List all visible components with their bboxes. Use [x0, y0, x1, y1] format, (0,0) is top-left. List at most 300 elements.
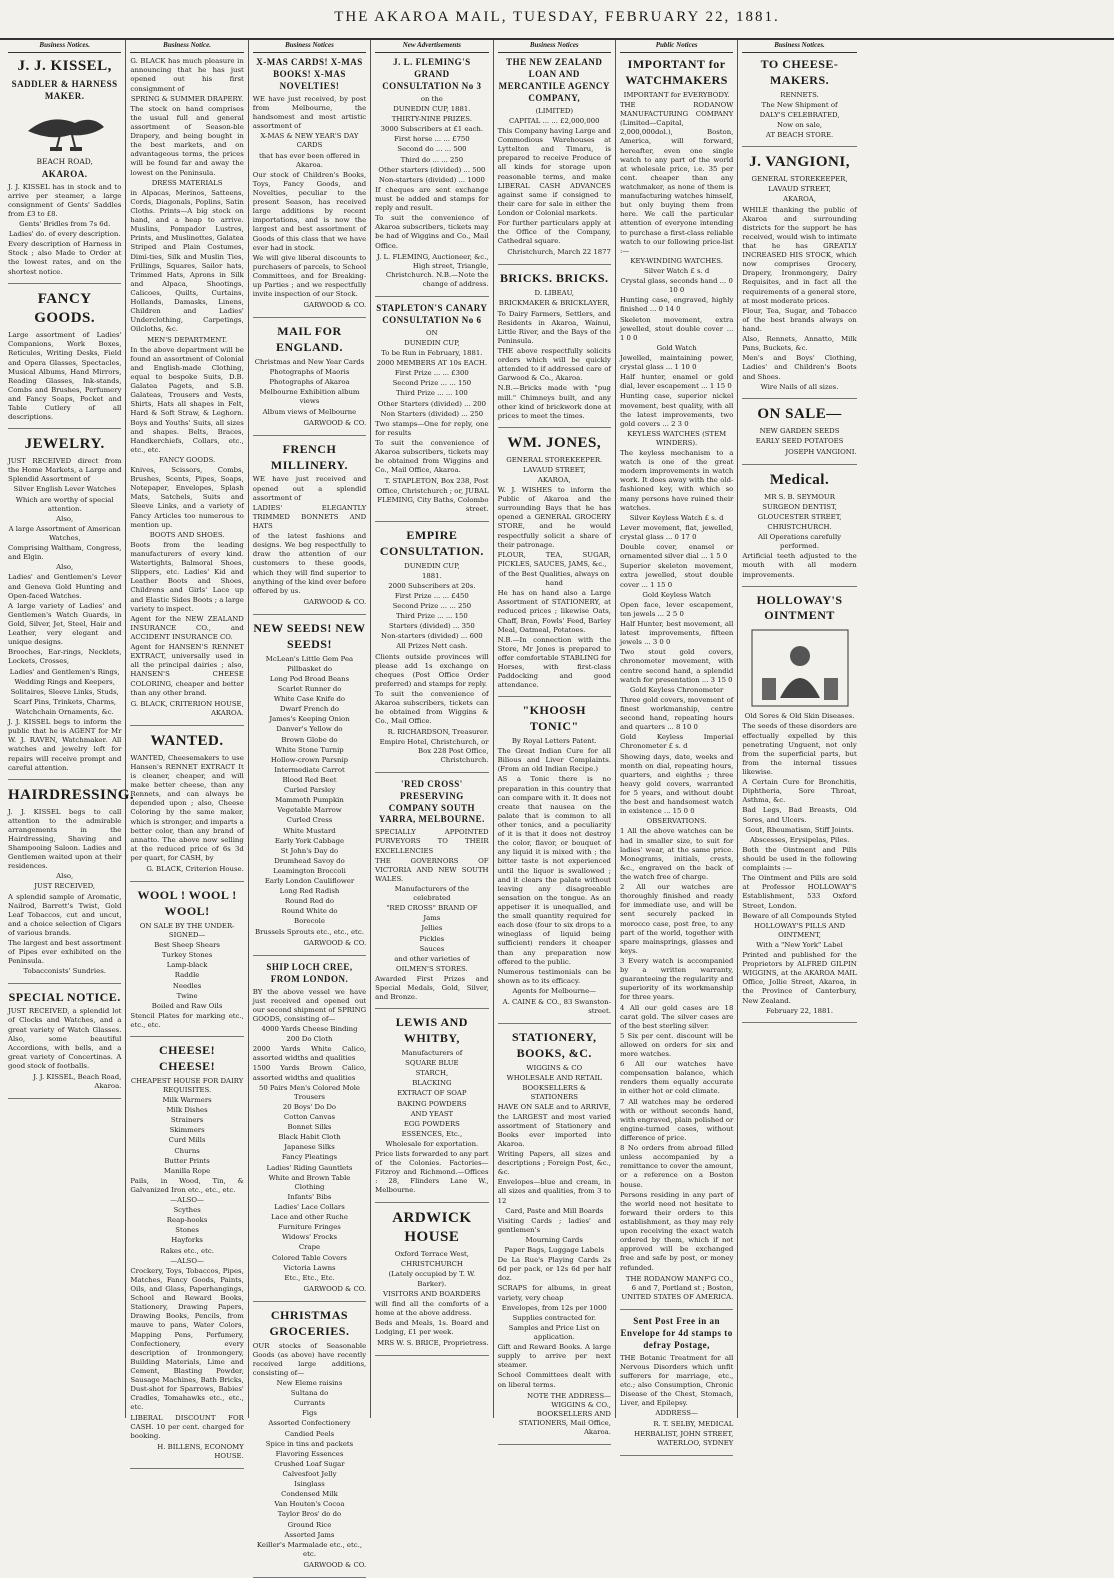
- ad-text: IMPORTANT for EVERYBODY.: [623, 90, 730, 99]
- ad-text: Starters (divided) ... 350: [388, 622, 475, 631]
- column-heading: Public Notices: [620, 40, 733, 53]
- ad-signature: A. CAINE & CO., 83 Swanston-street.: [502, 998, 611, 1016]
- ad-text: of the Best Qualities, always on hand: [499, 569, 610, 588]
- ad-text: 8 No orders from abroad filled unless accompanied by a remittance to cover the amount, or a reference on a Boston house.: [619, 1144, 734, 1189]
- advertisement: [375, 1015, 488, 1202]
- ad-text: 2 All our watches are thoroughly finished and ready for immediate use, and will be sent securely packed in morocco case, post free, to any part of the world, together with spare mainsprings, glasses and keys.: [619, 883, 734, 955]
- ad-text: Blood Red Beet: [282, 775, 337, 784]
- ad-text: All Prizes Nett cash.: [396, 642, 468, 651]
- ad-text: Boiled and Raw Oils: [151, 1001, 223, 1010]
- ad-text: SCRAPS for albums, in great variety, very cheap: [497, 1284, 611, 1302]
- ad-text: A large Assortment of American Watches,: [8, 524, 121, 542]
- ad-title: JEWELRY.: [24, 436, 105, 453]
- ad-text: Brown Globe do: [281, 735, 338, 744]
- ad-text: Gift and Reward Books. A large supply to arrive per next steamer.: [497, 1343, 611, 1370]
- ad-text: Now on sale,: [776, 121, 823, 130]
- ad-text: Both the Ointment and Pills should be used in the following complaints :—: [742, 845, 857, 873]
- saddle-illustration: [20, 107, 110, 153]
- advertisement: [253, 1308, 366, 1578]
- ad-text: Other starters (divided) ... 500: [378, 165, 486, 174]
- ad-text: To suit the convenience of Akaroa subscribers, tickets may be obtained from Wiggins and Co., Mail Office, Akaroa.: [375, 439, 489, 475]
- ad-text: White Stone Turnip: [275, 745, 344, 754]
- ad-text: Condensed Milk: [281, 1490, 338, 1499]
- advertisement: [375, 303, 488, 522]
- ad-text: 3 Every watch is accompanied by a written warranty, guaranteeing the regularity and superiority of its workmanship for three years.: [619, 956, 734, 1002]
- ad-text: Borecole: [294, 917, 325, 926]
- ad-text: AND YEAST: [410, 1109, 454, 1118]
- column-7: [738, 40, 860, 1418]
- ad-signature: GARWOOD & CO.: [303, 1561, 367, 1570]
- ad-text: THE above respectfully solicits orders which will be quickly attended to if addressed care of Garwood & Co., Akaroa.: [497, 346, 611, 383]
- ad-text: Also,: [56, 563, 74, 572]
- ad-text: 4000 Yards Cheese Binding: [261, 1025, 358, 1033]
- ad-text: Wholesale for exportation.: [385, 1139, 479, 1148]
- column-heading: Business Notices: [253, 40, 366, 53]
- ad-side-text: BEACH ROAD,: [36, 156, 93, 166]
- ad-text: Drumhead Savoy do: [274, 856, 345, 865]
- ad-text: Every description of Harness in Stock ; also Made to Order at the lowest rates, and on the shortest notice.: [8, 240, 122, 276]
- ad-text: JUST RECEIVED direct from the Home Markets, a Large and Splendid Assortment of: [8, 457, 122, 484]
- ad-text: Currants: [293, 1399, 326, 1408]
- ad-text: EXTRACT OF SOAP: [397, 1089, 467, 1098]
- ad-text: Candied Peels: [284, 1429, 335, 1438]
- ad-text: To be Run in February, 1881.: [381, 349, 483, 358]
- ad-text: Oxford Terrace West,: [394, 1250, 469, 1259]
- ad-text: "RED CROSS" BRAND OF: [386, 904, 478, 913]
- ad-text: School Committees dealt with on liberal terms.: [497, 1371, 611, 1389]
- ad-text: Beware of all Compounds Styled: [742, 911, 857, 920]
- ad-title: MAIL FOR ENGLAND.: [275, 324, 343, 355]
- ad-text: N.B.—Bricks made with "pug mill." Chimneys built, and any other kind of brickwork done at prices to meet the times.: [497, 384, 611, 420]
- ad-title: SHIP LOCH CREE, FROM LONDON.: [266, 961, 353, 984]
- ad-title: WOOL ! WOOL ! WOOL!: [137, 888, 237, 919]
- ad-text: The keyless mechanism to a watch is one of the great modern improvements in watch work. It does away with the old-fashioned key, with which so many persons have ruined their watches.: [619, 449, 734, 512]
- ad-text: Also, Rennets, Annatto, Milk Pans, Buckets, &c.: [742, 335, 857, 353]
- ad-text: Scarlet Runner do: [277, 684, 342, 693]
- ad-text: Ladies' Riding Gauntlets: [266, 1163, 353, 1172]
- ad-text: Pillbasket do: [286, 664, 333, 673]
- ad-text: The New Shipment of: [761, 101, 838, 109]
- ad-signature: NOTE THE ADDRESS— WIGGINS & CO., BOOKSELLERS AND STATIONERS, Mail Office, Akaroa.: [518, 1391, 611, 1437]
- ad-text: Japanese Silks: [284, 1143, 335, 1152]
- ad-text: LAVAUD STREET,: [522, 465, 586, 474]
- ad-signature: GARWOOD & CO.: [303, 597, 367, 606]
- ad-text: SQUARE BLUE: [405, 1059, 459, 1068]
- ad-text: Non-starters (divided) ... 600: [381, 632, 483, 641]
- ad-text: Superior skeleton movement, extra jewelled, stout double cover ... 1 15 0: [619, 562, 734, 589]
- ad-text: WHILE thanking the public of Akaroa and surrounding districts for the support he has received, would wish to intimate that he has GREATLY INCREASED HIS STOCK, which now comprises Grocery, Drapery, Ironmongery, Dairy Requisites, and in fact all the requirements of a general store, at most moderate prices.: [742, 205, 857, 305]
- ad-text: Isinglass: [294, 1480, 325, 1489]
- ad-text: Milk Dishes: [166, 1106, 208, 1115]
- ad-signature: JOSEPH VANGIONI.: [785, 447, 857, 456]
- ad-text: will find all the comforts of a home at the above address.: [375, 1299, 489, 1317]
- ad-text: Gold Keyless Chronometer: [629, 685, 724, 694]
- ad-place: AKAROA.: [41, 168, 88, 179]
- ad-text: BAKING POWDERS: [397, 1099, 467, 1108]
- ad-text: AT BEACH STORE.: [765, 131, 834, 140]
- ad-text: WE have just received and opened out a splendid assortment of: [252, 475, 367, 502]
- ad-text: Danver's Yellow do: [276, 725, 343, 734]
- ad-text: James's Keeping Onion: [269, 715, 350, 724]
- ad-text: Half Hunter, best movement, all latest improvements, fifteen jewels ... 3 0 0: [619, 620, 734, 647]
- ad-text: Colored Table Covers: [271, 1253, 347, 1262]
- ad-text: Hunting case, superior nickel movement, best quality, with all the latest improvements, two gold covers ... 2 3 0: [619, 392, 734, 428]
- ad-text: MEN'S DEPARTMENT.: [147, 335, 228, 344]
- ad-text: A large variety of Ladies' and Gentlemen's Watch Guards, in Gold, Silver, Jet, Steel, Hair and Leather, very elegant and unique designs.: [8, 601, 122, 647]
- ad-text: FANCY GOODS.: [158, 455, 216, 464]
- ad-text: With a "New York" Label: [756, 940, 843, 949]
- ad-title: IMPORTANT for WATCHMAKERS: [625, 57, 728, 88]
- ad-text: G. BLACK has much pleasure in announcing that he has just opened out his first consignment of: [130, 57, 244, 93]
- ad-text: Gents' Bridles from 7s 6d.: [19, 219, 111, 228]
- ad-text: In the above department will be found an assortment of Colonial and English-made Clothing, equal to bespoke Suits, D.B. Galatea Pagets, and S.B. Galateas, Trousers and Vests, Shirts, Hats all shapes in Felt, Hard & Soft Straw, & Leghorn. Boys and Youths' Suits, all sizes and shapes. Belts, Braces, Handkerchiefs, Collars, etc., etc., etc.: [130, 345, 244, 454]
- ad-title: FANCY GOODS.: [34, 290, 96, 327]
- ad-text: St John's Day do: [280, 846, 339, 855]
- ad-text: Churns: [174, 1146, 200, 1155]
- ad-text: GENERAL STOREKEEPER,: [751, 175, 848, 184]
- ad-text: Supplies contracted for.: [512, 1313, 597, 1322]
- ad-text: 200 Do Cloth: [286, 1035, 333, 1044]
- column-3: [249, 40, 371, 1570]
- ad-text: Agent for the NEW ZEALAND INSURANCE CO., and ACCIDENT INSURANCE CO.: [130, 614, 244, 642]
- ad-text: Awarded First Prizes and Special Medals, Gold, Silver, and Bronze.: [375, 974, 489, 1002]
- ad-text: BOOTS AND SHOES.: [149, 530, 225, 539]
- ad-text: Other Starters (divided) ... 200: [377, 399, 486, 408]
- ad-text: (LIMITED): [535, 106, 574, 115]
- ad-signature: J. L. FLEMING, Auctioneer, &c., High street, Triangle, Christchurch. N.B.—Note the change of address.: [376, 252, 489, 288]
- ad-text: Hayforks: [171, 1236, 203, 1245]
- ad-text: Photographs of Akaroa: [269, 378, 350, 387]
- advertisement: [742, 153, 856, 398]
- ad-text: Brooches, Ear-rings, Necklets, Lockets, Crosses,: [8, 648, 122, 666]
- advertisement: [130, 1043, 243, 1469]
- ad-text: Butter Prints: [164, 1156, 210, 1165]
- ad-text: Scarf Pins, Trinkets, Charms,: [13, 697, 117, 706]
- ad-title: TO CHEESE-MAKERS.: [760, 57, 839, 88]
- advertisement: [253, 442, 366, 615]
- ad-text: Pickles: [419, 934, 445, 943]
- ad-text: Gold Keyless Imperial Chronometer £ s. d: [619, 733, 734, 751]
- ad-text: AKAROA,: [537, 475, 571, 484]
- ad-text: Cotton Canvas: [283, 1112, 336, 1121]
- ad-text: Beds and Meals, 1s. Board and Lodging, £1 per week.: [375, 1318, 489, 1337]
- ad-text: 1881.: [422, 571, 442, 580]
- ad-text: Second Prize ... ... 250: [392, 601, 472, 610]
- ad-text: Turkey Stones: [161, 951, 213, 960]
- ad-text: Watchchain Ornaments, &c.: [15, 707, 114, 716]
- ad-text: Spice in tins and packets: [265, 1439, 354, 1448]
- ad-text: 2000 Yards White Calico, assorted widths and qualities: [252, 1045, 367, 1063]
- advertisement: [8, 57, 121, 283]
- ad-text: —ALSO—: [170, 1196, 204, 1205]
- ad-title: 'RED CROSS' PRESERVING COMPANY SOUTH YARRA, MELBOURNE.: [378, 778, 485, 825]
- ad-text: Envelopes—blue and cream, in all sizes and qualities, from 3 to 12: [497, 1178, 611, 1205]
- ad-text: First Prize ... ... £300: [394, 369, 469, 378]
- ad-text: Samples and Price List on application.: [508, 1323, 600, 1342]
- column-2: [126, 40, 248, 1460]
- ad-text: Silver Keyless Watch £ s. d: [629, 513, 724, 522]
- ad-text: Numerous testimonials can be shown as to its efficacy.: [497, 967, 611, 985]
- ad-text: Crape: [298, 1243, 321, 1252]
- ad-text: 2000 Subscribers at 20s.: [388, 581, 476, 590]
- ad-text: THE Botanic Treatment for all Nervous Disorders which unfit sufferers for marriage, etc., etc.; also Consumption, Chronic Disease of the Chest, Stomach, Liver, and Epilepsy.: [619, 1353, 734, 1408]
- ad-title: BRICKS. BRICKS.: [499, 271, 609, 286]
- ad-text: SPRING & SUMMER DRAPERY.: [130, 94, 244, 103]
- ad-text: A Certain Cure for Bronchitis, Diphtheria, Sore Throat, Asthma, &c.: [742, 778, 857, 805]
- ad-text: All Operations carefully performed.: [758, 533, 842, 551]
- ad-text: N.B.—In connection with the Store, Mr Jones is prepared to offer comfortable STABLING for Horses, with first-class Paddocking and good attendance.: [497, 635, 611, 690]
- ad-text: Crystal glass, seconds hand ... 0 10 0: [620, 277, 733, 295]
- ad-text: Hollow-crown Parsnip: [270, 755, 349, 764]
- ad-text: SURGEON DENTIST,: [762, 502, 837, 511]
- ad-text: Persons residing in any part of the world need not hesitate to forward their orders to this establishment, as they may rely upon receiving the exact watch ordered by them, which if not approved will be exchanged free and safe by post, or money refunded.: [619, 1190, 734, 1272]
- ad-text: Wire Nails of all sizes.: [760, 382, 839, 391]
- advertisement: [253, 57, 366, 318]
- ad-text: Flour, Tea, Sugar, and Tobacco of the best brands always on hand.: [742, 306, 857, 333]
- ad-text: Three gold covers, movement of finest workmanship, centre second hand, repeating hours and quarters ... 8 10 0: [619, 695, 734, 732]
- advertisement: [620, 1316, 733, 1456]
- ad-text: Ladies' Lace Collars: [274, 1202, 345, 1211]
- ad-title: J. J. KISSEL,: [17, 58, 112, 75]
- ad-text: EARLY SEED POTATOES: [755, 436, 844, 445]
- advertisement: [130, 57, 243, 726]
- ad-text: 6 All our watches have compensation balance, which renders them equally accurate in either hot or cold climate.: [619, 1060, 734, 1096]
- ad-text: Best Sheep Shears: [154, 941, 220, 950]
- ad-text: Manufacturers of the celebrated: [394, 884, 470, 903]
- ad-text: BLACKING: [412, 1079, 452, 1088]
- ad-text: Silver Watch £ s. d: [643, 266, 710, 275]
- ad-text: DALY'S CELEBRATED,: [759, 111, 840, 120]
- ad-text: BY the above vessel we have just received and opened out our second shipment of SPRING GOODS, consisting of—: [252, 987, 367, 1023]
- ad-text: Twine: [176, 991, 198, 1000]
- ad-text: Skeleton movement, extra jewelled, stout double cover ... 1 0 0: [619, 315, 734, 342]
- ad-signature: GARWOOD & CO.: [303, 1284, 367, 1293]
- ad-text: Solitaires, Sleeve Links, Studs,: [10, 687, 119, 696]
- ad-text: 1 All the above watches can be had in smaller size, to suit for ladies' wear, at the same price. Monograms, initials, crests, &c., engraved on the back of the watch free of charge.: [619, 827, 734, 881]
- ad-text: LIBERAL DISCOUNT FOR CASH. 10 per cent. charged for booking.: [130, 1413, 244, 1440]
- ad-text: 5 Six per cent. discount will be allowed on orders for six and more watches.: [619, 1031, 734, 1059]
- ad-text: DUNEDIN CUP, 1881.: [393, 104, 471, 113]
- ad-text: LAVAUD STREET,: [768, 185, 831, 194]
- ad-text: Crushed Loaf Sugar: [274, 1459, 345, 1468]
- ad-text: To suit the convenience of Akaroa subscribers, tickets can be obtained from Wiggins & Co., Mail Office.: [375, 689, 489, 726]
- ad-text: Bonnet Silks: [287, 1123, 332, 1132]
- ad-text: Sauces: [419, 944, 445, 953]
- ad-title: "KHOOSH TONIC": [522, 703, 587, 734]
- ad-text: Third Prize ... ... 150: [395, 612, 468, 621]
- ad-text: Skimmers: [169, 1126, 205, 1135]
- ad-text: Raddle: [174, 971, 200, 980]
- ad-text: VISITORS AND BOARDERS: [383, 1289, 481, 1298]
- ad-text: To suit the convenience of Akaroa subscribers, tickets may be had of Wiggins and Co., Mail Office.: [375, 214, 489, 250]
- column-heading: New Advertisements: [375, 40, 488, 53]
- ad-text: The largest and best assortment of Pipes ever exhibited on the Peninsula.: [8, 939, 122, 966]
- advertisement: [8, 990, 121, 1100]
- ad-text: Rakes etc., etc.: [160, 1246, 214, 1255]
- ad-title: HOLLOWAY'S OINTMENT: [756, 592, 843, 623]
- ad-text: First Prize ... ... £450: [394, 591, 469, 600]
- advertisement: [742, 57, 856, 147]
- column-1: [4, 40, 135, 1418]
- ad-text: Gout, Rheumatism, Stiff Joints.: [745, 825, 854, 834]
- ad-title: LEWIS AND WHITBY,: [395, 1015, 468, 1046]
- ad-text: Ground Rice: [287, 1520, 332, 1529]
- ad-text: CHEAPEST HOUSE FOR DAIRY REQUISITES.: [130, 1076, 244, 1094]
- ad-text: Knives, Scissors, Combs, Brushes, Scents, Pipes, Soaps, Notepaper, Envelopes, Splash Mats, Satchels, Suits and Sleeve Links, and a variety of Fancy Articles too numerous to mention up.: [130, 466, 244, 529]
- ad-text: Melbourne Exhibition album views: [259, 388, 360, 406]
- advertisement: [8, 786, 135, 984]
- ad-title: THE NEW ZEALAND LOAN AND MERCANTILE AGENCY COMPANY,: [498, 57, 610, 103]
- ad-text: Scythes: [173, 1206, 201, 1215]
- ad-text: STARCH,: [415, 1069, 449, 1078]
- ad-text: MR S. B. SEYMOUR: [764, 492, 835, 501]
- ad-text: Curled Cress: [286, 816, 333, 825]
- ad-text: Printed and published for the Proprietors by ALFRED GILPIN WIGGINS, at the AKAROA MAIL Office, Jollie Street, Akaroa, in the Province of Canterbury, New Zealand.: [742, 951, 857, 1005]
- ad-text: Third Prize ... ... 100: [395, 389, 468, 398]
- ad-text: Boots from the leading manufacturers of every kind. Watertights, Balmoral Shoes, Slippers, etc. Ladies' Kid and Leather Boots and Shoes, Childrens and Girls' Lace up and Elastic Sides Boots ; a large variety to inspect.: [130, 540, 244, 613]
- ad-text: Half hunter, enamel or gold dial, lever escapement ... 1 15 0: [619, 373, 734, 391]
- ad-text: 1500 Yards Brown Calico, assorted widths and qualities: [252, 1064, 367, 1082]
- ad-text: 4 All our gold cases are 18 carat gold. The silver cases are of the best sterling silver.: [619, 1003, 734, 1030]
- ad-text: To Dairy Farmers, Settlers, and Residents in Akaroa, Wainui, Little River, and the Bays of the Peninsula.: [497, 309, 611, 345]
- ad-text: Wedding Rings and Keepers,: [14, 677, 115, 686]
- ad-text: Agents for Melbourne—: [512, 986, 597, 995]
- column-heading: Business Notices.: [742, 40, 856, 53]
- column-6: [616, 40, 738, 1447]
- advertisement: [498, 57, 611, 265]
- ad-text: Gold Watch: [656, 343, 697, 352]
- ad-text: W. J. WISHES to inform the Public of Akaroa and the surrounding Bays that he has opened a GENERAL GROCERY STORE, and he would respectfully solicit a share of their patronage.: [497, 485, 611, 549]
- advertisement: [742, 593, 856, 1023]
- ad-title: Sent Post Free in an Envelope for 4d stamps to defray Postage,: [620, 1316, 733, 1350]
- ad-text: Jellies: [421, 924, 443, 933]
- ad-text: WHOLESALE AND RETAIL: [506, 1074, 602, 1083]
- ad-signature: Christchurch, March 22 1877: [507, 248, 611, 257]
- ad-text: on the: [420, 94, 443, 103]
- ad-text: Stencil Plates for marking etc., etc., etc.: [130, 1011, 244, 1029]
- ad-text: Large assortment of Ladies' Companions, Work Boxes, Reticules, Writing Desks, Field and Opera Glasses, Spectacles, Musical Albums, Hand Mirrors, Reading Glasses, Ink-stands, Combs and Brushes, Perfumery and Fancy Soaps, Pocket and Table Cutlery of all descriptions.: [8, 331, 122, 422]
- ad-signature: G. BLACK, Criterion House.: [146, 865, 244, 874]
- ad-text: GLOUCESTER STREET,: [757, 512, 842, 521]
- ad-text: Which are worthy of special attention.: [15, 495, 114, 513]
- ad-text: Curd Mills: [168, 1136, 206, 1145]
- advertisement: [498, 703, 611, 1024]
- ad-text: 2000 MEMBERS AT 10s EACH.: [376, 359, 488, 368]
- ad-text: AKAROA,: [783, 195, 816, 204]
- column-5: [494, 40, 616, 1437]
- ad-text: Two stamps—One for reply, one for results: [375, 419, 489, 437]
- ad-text: ADDRESS—: [655, 1409, 698, 1418]
- ad-signature: THE RODANOW MANF'G CO., 6 and 7, Portland st ; Boston, UNITED STATES OF AMERICA.: [621, 1274, 734, 1301]
- ad-text: Visiting Cards ; ladies' and gentlemen's: [497, 1216, 611, 1234]
- ad-text: Crockery, Toys, Tobaccos, Pipes, Matches, Fancy Goods, Paints, Oils, and Glass, Paperhangings, School and Reward Books, Stationery, Drawing Papers, Drawing Books, Pencils, from mauve to pans, Water Colors, Mapping Pens, Perfumery, Confectionery, every description of Ironmongery, Building Materials, Lime and Cement, Blasting Powder, Sausage Machines, Bath Bricks, Dust-shot for Sparrows, Babies' Cradles, Tomahawks etc., etc., etc.: [130, 1266, 244, 1412]
- ad-text: BRICKMAKER & BRICKLAYER,: [498, 299, 610, 308]
- ad-text: Milk Warmers: [162, 1095, 212, 1104]
- ad-signature: G. BLACK, CRITERION HOUSE, AKAROA.: [130, 699, 244, 717]
- advertisement: [620, 57, 733, 1310]
- ad-text: EGG POWDERS: [403, 1119, 460, 1128]
- ad-text: Long Red Radish: [279, 887, 340, 896]
- advertisement: [375, 57, 488, 297]
- advertisement: [498, 434, 611, 698]
- ad-text: FLOUR, TEA, SUGAR, PICKLES, SAUCES, JAMS, &c.,: [497, 550, 611, 568]
- ad-text: McLean's Little Gem Pea: [265, 654, 354, 663]
- advertisement: [498, 1030, 611, 1445]
- ad-text: Bad Legs, Bad Breasts, Old Sores, and Ulcers.: [742, 806, 857, 824]
- ad-text: Writing Papers, all sizes and descriptions ; Foreign Post, &c., &c.: [497, 1149, 611, 1177]
- ad-title: X-MAS CARDS! X-MAS BOOKS! X-MAS NOVELTIES!: [256, 57, 363, 91]
- ad-text: AS a Tonic there is no preparation in this country that can compare with it. It does not create that nausea on the palate that is common to all other tonics, and a peculiarity of it is that it does not destroy the color, flavor, or bouquet of any liquid it is mixed with ; the bitter taste is not experienced until the liquor is swallowed ; and it clears the palate without leaving any disagreeable sensation on the tongue. As an appetiser it is unequalled, and the small quantity required for each dose (four to six drops to a wineglass of liquid being sufficient) renders it cheaper than any preparation now offered to the public.: [497, 775, 611, 966]
- advertisement: [742, 405, 856, 465]
- ad-text: Stones: [175, 1226, 199, 1235]
- advertisement: [253, 621, 366, 956]
- ad-title: STAPLETON'S CANARY CONSULTATION No 6: [376, 303, 488, 325]
- ad-signature: R. T. SELBY, MEDICAL HERBALIST, JOHN STREET, WATERLOO, SYDNEY: [634, 1420, 734, 1447]
- ad-text: —ALSO—: [170, 1256, 204, 1265]
- ad-text: CHRISTCHURCH: [400, 1260, 463, 1269]
- ad-text: First horse ... ... £750: [394, 135, 470, 144]
- ad-text: White and Brown Table Clothing: [268, 1173, 351, 1191]
- advertisement: [253, 962, 366, 1302]
- ad-text: CAPITAL ... ... £2,000,000: [508, 116, 600, 125]
- ad-text: DRESS MATERIALS: [151, 178, 223, 187]
- ad-text: HOLLOWAY'S PILLS AND OINTMENT,: [753, 921, 846, 939]
- advertisement: [375, 779, 488, 1009]
- ad-text: Manufacturers of: [401, 1048, 463, 1057]
- ad-text: Two stout gold covers, chronometer movement, with centre second hand, a splendid watch for presentation ... 3 15 0: [619, 648, 734, 684]
- ad-text: Vegetable Marrow: [277, 806, 342, 815]
- ad-text: Early London Cauliflower: [264, 877, 355, 886]
- advertisement: [130, 732, 243, 882]
- ad-text: Sultana do: [290, 1389, 329, 1398]
- ad-signature: GARWOOD & CO.: [303, 418, 367, 427]
- ad-text: Agent for HANSEN'S RENNET EXTRACT, universally used in all the principal dairies ; also, HANSEN'S CHEESE COLORING, cheaper and better than any other brand.: [130, 643, 244, 697]
- ad-text: For further particulars apply at the Office of the Company, Cathedral square.: [497, 219, 611, 246]
- column-4: [371, 40, 493, 1418]
- ad-text: KEYLESS WATCHES (STEM WINDERS).: [627, 429, 727, 447]
- ad-text: De La Rue's Playing Cards 2s 6d per pack, or 12s 6d per half doz.: [497, 1256, 611, 1283]
- page-columns: [4, 40, 1110, 1570]
- ad-text: RENNETS.: [780, 90, 819, 99]
- ad-subtitle: SADDLER & HARNESS MAKER.: [11, 79, 118, 101]
- ad-text: White Case Knife do: [273, 695, 346, 704]
- ad-text: BOOKSELLERS & STATIONERS: [522, 1084, 587, 1102]
- ad-text: February 22, 1881.: [766, 1006, 834, 1015]
- ad-text: Jams: [423, 914, 441, 923]
- column-heading: Business Notices: [498, 40, 611, 53]
- ad-text: Clients outside provinces will please add 1s exchange on cheques (Post Office Order preferred) and stamps for reply.: [375, 652, 489, 688]
- ad-title: SPECIAL NOTICE.: [8, 989, 121, 1004]
- ad-text: 50 Pairs Men's Colored Mole Trousers: [258, 1083, 360, 1101]
- ad-text: WE have just received, by post from Melbourne, the handsomest and most artistic assortment of: [252, 94, 367, 131]
- ad-text: Showing days, date, weeks and month on dial, repeating hours, quarters, and eighths ; three heavy gold covers, warranted for 5 years, and without doubt the best and handsomest watch in existence ... 15 0 0: [619, 752, 734, 816]
- ad-text: J. J. KISSEL begs to call attention to the admirable arrangements in the Hairdressing, Shaving and Shampooing Saloon. Ladies and Gentlemen waited upon at their residences.: [8, 807, 122, 871]
- ad-text: ON SALE BY THE UNDER-SIGNED—: [139, 921, 235, 939]
- ad-text: LADIES' ELEGANTLY TRIMMED BONNETS AND HATS: [252, 503, 367, 530]
- advertisement: [8, 290, 121, 430]
- ad-text: OUR stocks of Seasonable Goods (as above) have recently received large additions, consisting of—: [252, 1341, 367, 1377]
- column-heading: Business Notices.: [8, 40, 121, 53]
- ad-text: Keiller's Marmalade etc., etc., etc.: [256, 1540, 363, 1558]
- ad-text: Christmas and New Year Cards: [254, 358, 365, 367]
- ad-text: NEW GARDEN SEEDS: [759, 426, 840, 435]
- ad-text: Reap-hooks: [166, 1216, 208, 1225]
- ad-signature: H. BILLENS, ECONOMY HOUSE.: [157, 1442, 244, 1460]
- ad-text: Assorted Jams: [284, 1530, 335, 1539]
- ad-text: Ladies' and Gentlemen's Rings,: [9, 667, 120, 676]
- ad-text: Infants' Bibs: [287, 1192, 332, 1201]
- ad-text: 3000 Subscribers at £1 each.: [380, 125, 484, 134]
